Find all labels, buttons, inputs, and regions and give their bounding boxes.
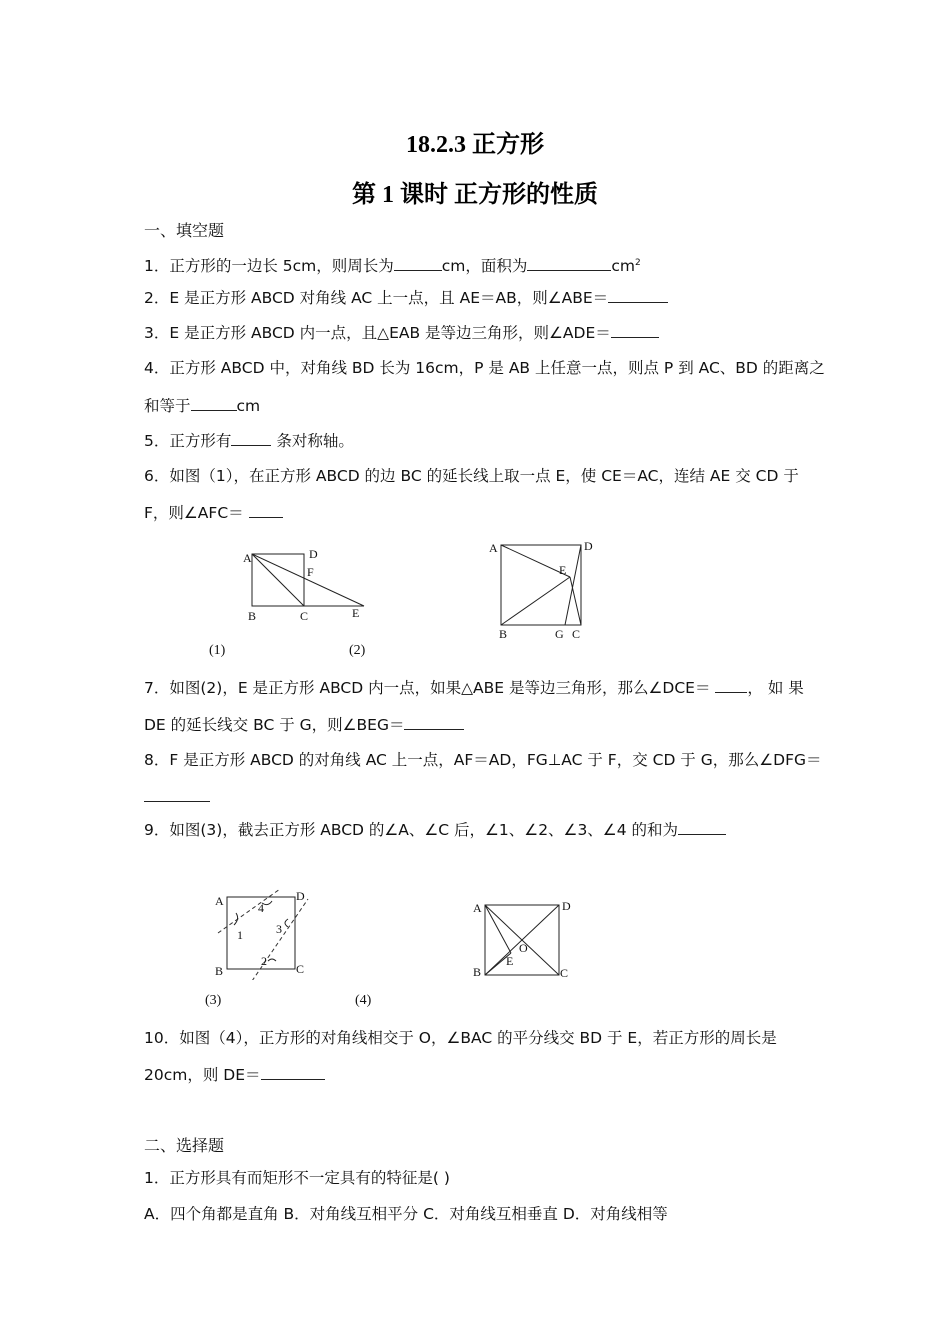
label-E: E bbox=[352, 606, 360, 620]
question-7-cont: DE 的延长线交 BC 于 G，则∠BEG＝ bbox=[144, 715, 464, 735]
answer-blank bbox=[608, 288, 668, 303]
choice-question-1: 1．正方形具有而矩形不一定具有的特征是( ) bbox=[144, 1169, 450, 1187]
answer-blank bbox=[678, 820, 726, 835]
label-A: A bbox=[215, 894, 224, 908]
label-E: E bbox=[506, 954, 514, 968]
label-D: D bbox=[584, 539, 593, 553]
label-O: O bbox=[519, 941, 528, 955]
label-A: A bbox=[473, 901, 482, 915]
label-C: C bbox=[300, 609, 309, 623]
label-A: A bbox=[489, 541, 498, 555]
answer-blank bbox=[144, 787, 210, 802]
figure-1 bbox=[240, 545, 375, 627]
figure-2 bbox=[485, 537, 595, 642]
label-F: F bbox=[307, 565, 314, 579]
caption-figure-2: (2) bbox=[349, 643, 366, 658]
question-1: 1．正方形的一边长 5cm，则周长为 cm，面积为 $cm^2$ bbox=[144, 257, 641, 276]
label-D: D bbox=[309, 547, 318, 561]
question-10-cont: 20cm，则 DE＝ bbox=[144, 1065, 325, 1085]
caption-figure-3: (3) bbox=[205, 993, 222, 1008]
angle-1: 1 bbox=[237, 928, 243, 942]
question-8-blank bbox=[144, 787, 210, 807]
answer-blank bbox=[191, 396, 237, 411]
label-C: C bbox=[560, 966, 569, 980]
label-E: E bbox=[559, 563, 567, 577]
answer-blank bbox=[527, 256, 611, 271]
angle-3: 3 bbox=[276, 922, 282, 936]
label-C: C bbox=[296, 962, 305, 976]
question-10: 10．如图（4），正方形的对角线相交于 O，∠BAC 的平分线交 BD 于 E，若正方形的周长是 bbox=[144, 1029, 777, 1047]
section-heading-choice: 二、选择题 bbox=[144, 1136, 225, 1155]
question-3: 3．E 是正方形 ABCD 内一点，且△EAB 是等边三角形，则∠ADE＝ bbox=[144, 323, 659, 343]
figure-4 bbox=[468, 897, 578, 982]
question-6-cont: F，则∠AFC＝ bbox=[144, 503, 283, 523]
section-heading-fill-in: 一、填空题 bbox=[144, 221, 225, 240]
label-D: D bbox=[562, 899, 571, 913]
answer-blank bbox=[261, 1065, 325, 1080]
question-8: 8．F 是正方形 ABCD 的对角线 AC 上一点，AF＝AD，FG⊥AC 于 F，交 CD 于 G，那么∠DFG＝ bbox=[144, 751, 822, 769]
answer-blank bbox=[231, 431, 271, 446]
figure-3 bbox=[210, 885, 320, 980]
answer-blank bbox=[404, 715, 464, 730]
question-7: 7．如图(2)，E 是正方形 ABCD 内一点，如果△ABE 是等边三角形，那么∠DCE＝ ， 如 果 bbox=[144, 679, 804, 697]
question-4: 4．正方形 ABCD 中，对角线 BD 长为 16cm，P 是 AB 上任意一点，则点 P 到 AC、BD 的距离之 bbox=[144, 359, 825, 377]
label-D: D bbox=[296, 889, 305, 903]
question-4-cont: 和等于 cm bbox=[144, 397, 261, 415]
question-6: 6．如图（1），在正方形 ABCD 的边 BC 的延长线上取一点 E，使 CE＝AC，连结 AE 交 CD 于 bbox=[144, 467, 799, 485]
page-title: 18.2.3 正方形 bbox=[406, 132, 544, 158]
answer-blank bbox=[394, 256, 442, 271]
answer-blank bbox=[611, 323, 659, 338]
label-C: C bbox=[572, 627, 581, 641]
question-9: 9．如图(3)，截去正方形 ABCD 的∠A、∠C 后，∠1、∠2、∠3、∠4 的和为 bbox=[144, 820, 726, 840]
question-5: 5．正方形有 条对称轴。 bbox=[144, 432, 354, 450]
label-B: B bbox=[248, 609, 257, 623]
caption-figure-4: (4) bbox=[355, 993, 372, 1008]
label-B: B bbox=[473, 965, 482, 979]
choice-options: A．四个角都是直角 B．对角线互相平分 C．对角线互相垂直 D．对角线相等 bbox=[144, 1205, 668, 1223]
angle-2: 2 bbox=[261, 954, 267, 968]
label-B: B bbox=[215, 964, 224, 978]
answer-blank bbox=[249, 503, 283, 518]
answer-blank bbox=[715, 678, 747, 693]
label-B: B bbox=[499, 627, 508, 641]
caption-figure-1: (1) bbox=[209, 643, 226, 658]
page-subtitle: 第 1 课时 正方形的性质 bbox=[352, 182, 598, 208]
angle-4: 4 bbox=[258, 901, 264, 915]
label-G: G bbox=[555, 627, 564, 641]
label-A: A bbox=[243, 551, 252, 565]
question-2: 2．E 是正方形 ABCD 对角线 AC 上一点，且 AE＝AB，则∠ABE＝ bbox=[144, 288, 668, 308]
